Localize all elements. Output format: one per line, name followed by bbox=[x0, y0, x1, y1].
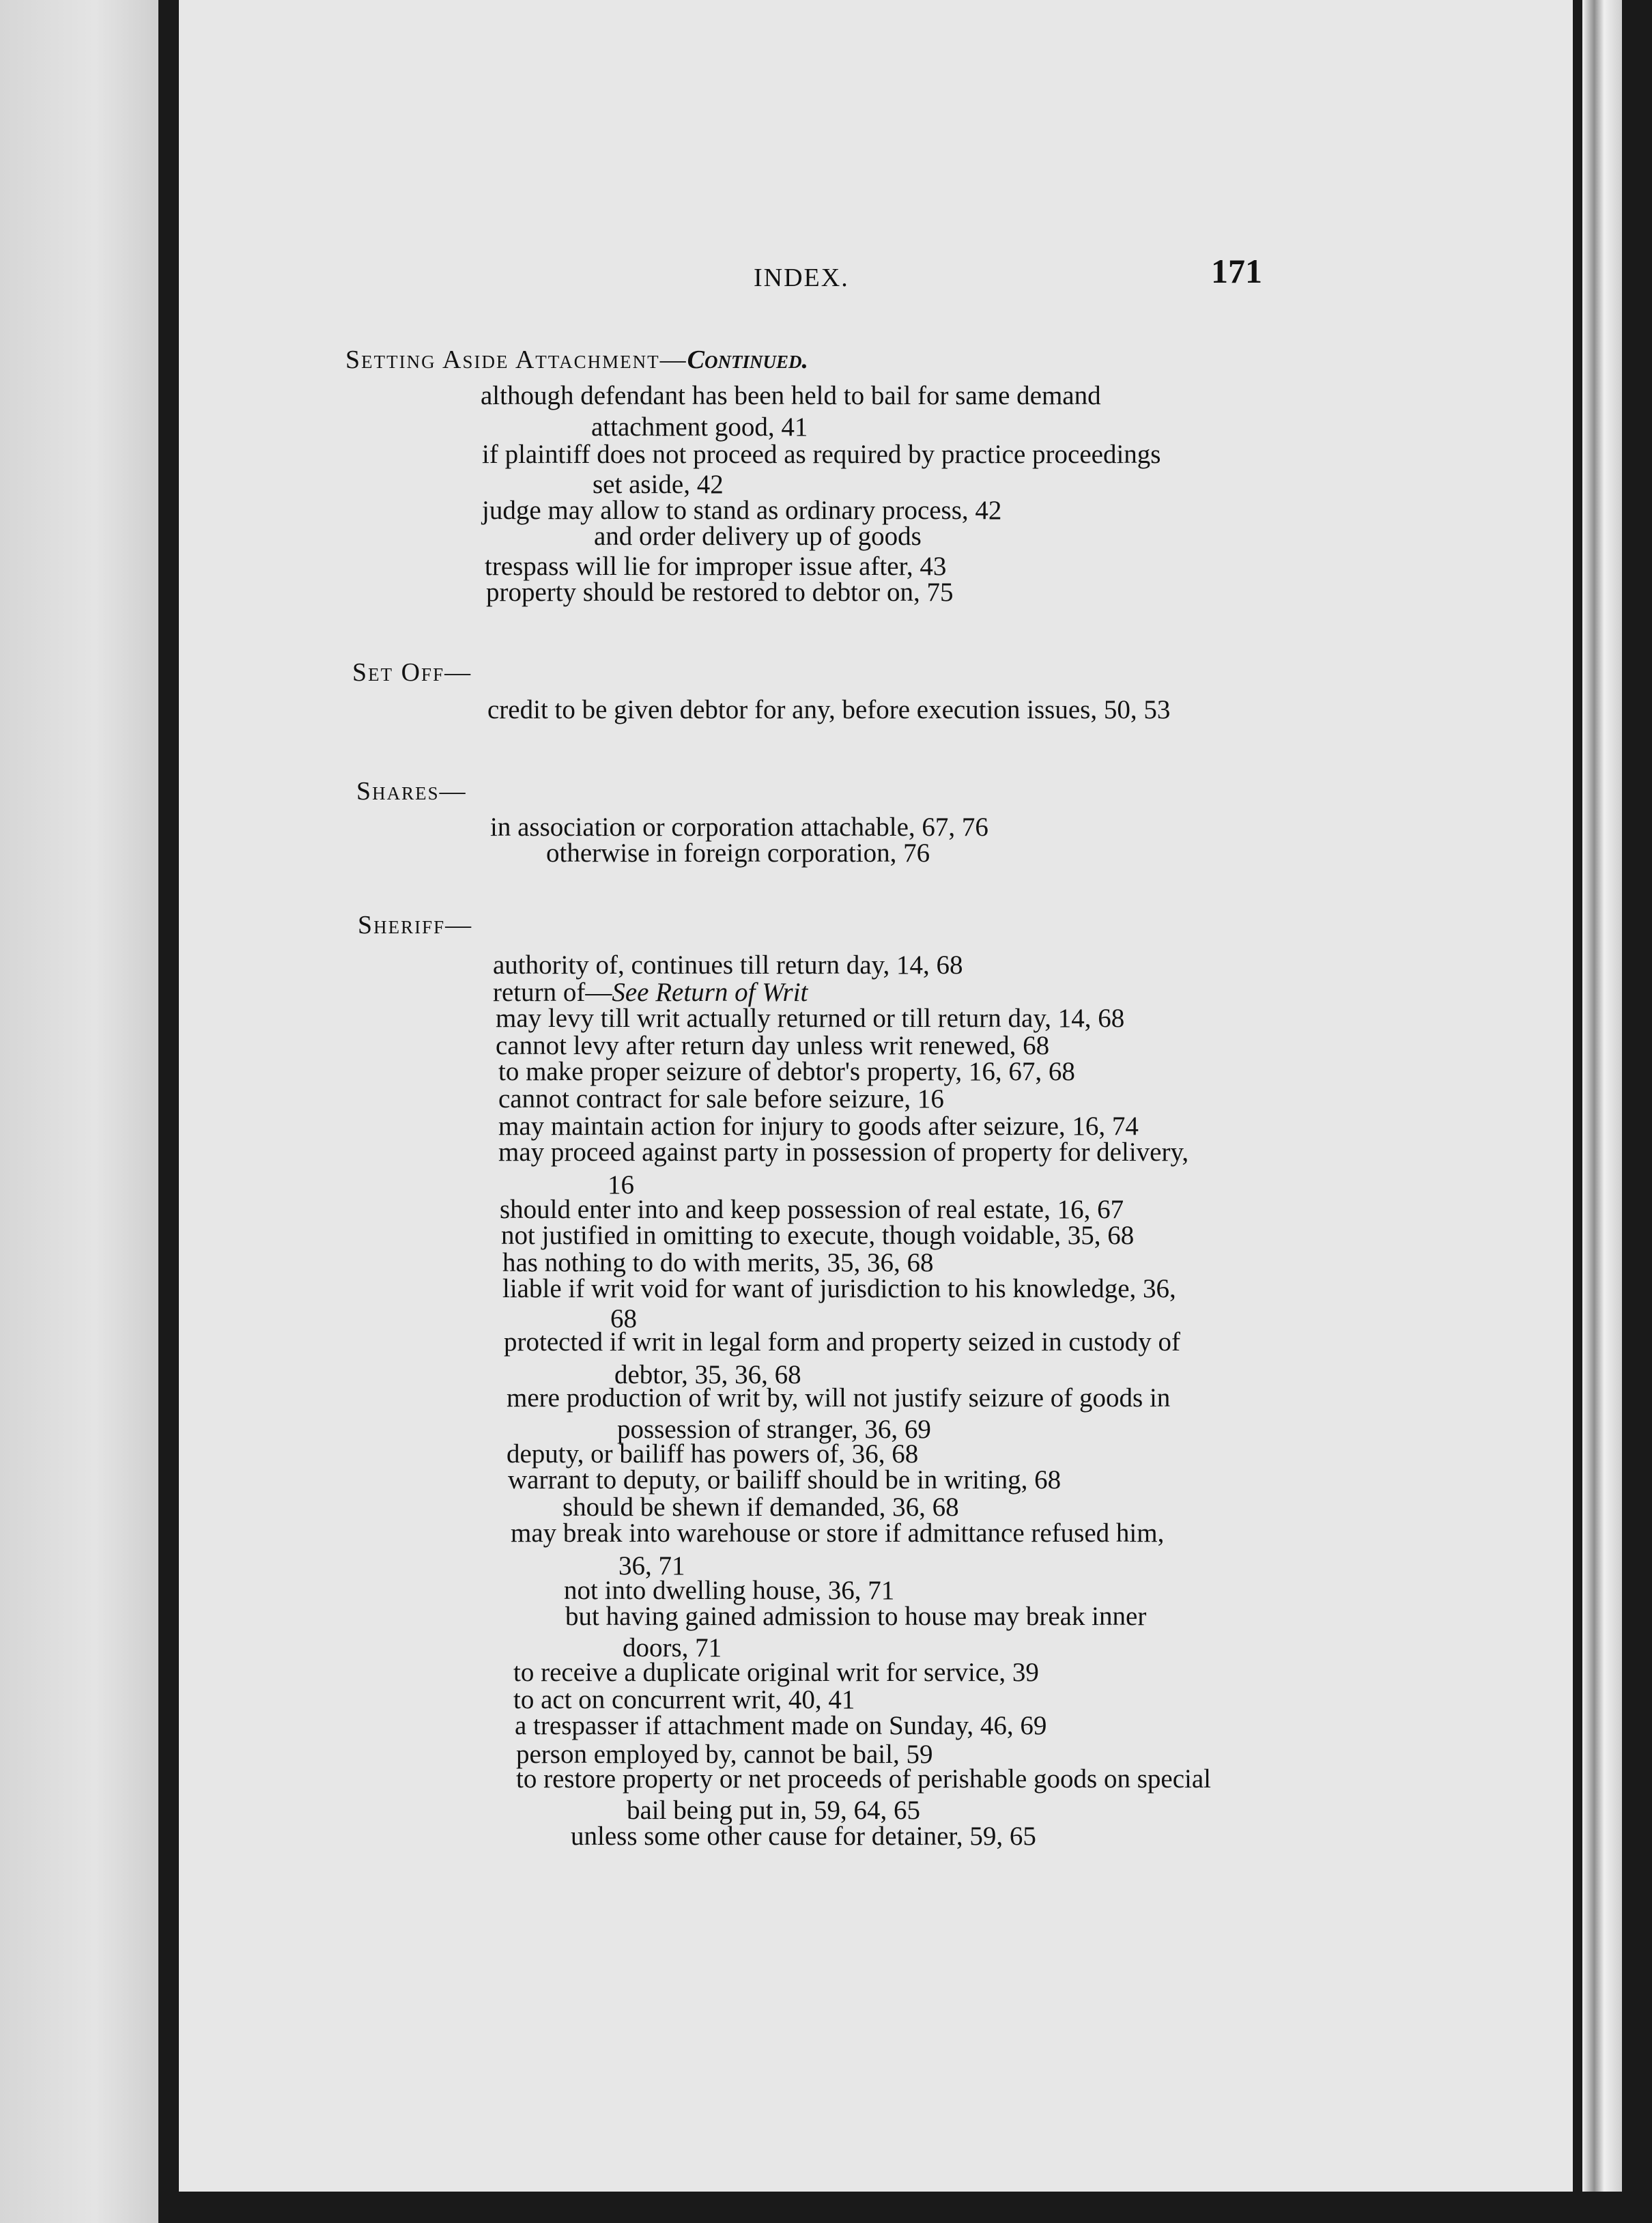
index-entry: otherwise in foreign corporation, 76 bbox=[546, 838, 930, 868]
page-number: 171 bbox=[1211, 252, 1262, 290]
index-entry: not justified in omitting to execute, though voidable, 35, 68 bbox=[501, 1221, 1135, 1250]
index-entry: 16 bbox=[608, 1170, 634, 1200]
index-entry: authority of, continues till return day, 14, 68 bbox=[493, 950, 963, 980]
index-entry: cannot contract for sale before seizure, 16 bbox=[498, 1084, 944, 1114]
index-entry: a trespasser if attachment made on Sunday, 46, 69 bbox=[515, 1711, 1047, 1740]
index-entry: deputy, or bailiff has powers of, 36, 68 bbox=[507, 1439, 919, 1469]
index-entry: possession of stranger, 36, 69 bbox=[617, 1415, 931, 1444]
index-entry: to restore property or net proceeds of perishable goods on special bbox=[516, 1764, 1211, 1794]
continued-label: Continued. bbox=[687, 345, 808, 374]
index-entry: may maintain action for injury to goods after seizure, 16, 74 bbox=[498, 1112, 1139, 1141]
index-entry: set aside, 42 bbox=[593, 470, 724, 499]
index-entry: to make proper seizure of debtor's property, 16, 67, 68 bbox=[498, 1057, 1075, 1086]
index-entry: mere production of writ by, will not justify seizure of goods in bbox=[507, 1383, 1171, 1413]
index-entry: bail being put in, 59, 64, 65 bbox=[627, 1796, 921, 1825]
index-entry-return-of bbox=[493, 979, 808, 1006]
index-entry: attachment good, 41 bbox=[591, 412, 808, 442]
index-entry: and order delivery up of goods bbox=[594, 522, 922, 551]
index-entry: 68 bbox=[610, 1304, 637, 1333]
index-entry: debtor, 35, 36, 68 bbox=[614, 1360, 801, 1389]
running-header: INDEX. bbox=[754, 264, 849, 292]
index-entry: unless some other cause for detainer, 59, 65 bbox=[571, 1822, 1036, 1851]
section-heading-shares: Shares— bbox=[356, 777, 467, 806]
section-heading-text: Setting Aside Attachment— bbox=[345, 345, 687, 374]
section-heading-sheriff: Sheriff— bbox=[358, 911, 473, 939]
index-entry: may break into warehouse or store if admittance refused him, bbox=[511, 1518, 1165, 1548]
index-entry: to act on concurrent writ, 40, 41 bbox=[513, 1685, 855, 1714]
index-entry: judge may allow to stand as ordinary process, 42 bbox=[482, 496, 1002, 525]
index-entry: may levy till writ actually returned or till return day, 14, 68 bbox=[496, 1004, 1125, 1033]
index-entry: has nothing to do with merits, 35, 36, 68 bbox=[502, 1248, 934, 1277]
index-entry: 36, 71 bbox=[618, 1551, 685, 1581]
index-entry: person employed by, cannot be bail, 59 bbox=[516, 1740, 933, 1769]
cross-reference: See Return of Writ bbox=[612, 978, 808, 1007]
page-edge-shadow bbox=[1582, 0, 1622, 2192]
index-entry: protected if writ in legal form and property seized in custody of bbox=[504, 1327, 1180, 1357]
facing-page-edge bbox=[0, 0, 158, 2223]
index-entry: property should be restored to debtor on, 75 bbox=[486, 578, 954, 607]
index-entry: should enter into and keep possession of real estate, 16, 67 bbox=[500, 1195, 1124, 1224]
index-entry: cannot levy after return day unless writ renewed, 68 bbox=[496, 1031, 1050, 1060]
index-entry: in association or corporation attachable, 67, 76 bbox=[490, 812, 988, 842]
index-entry: liable if writ void for want of jurisdiction to his knowledge, 36, bbox=[502, 1274, 1176, 1303]
section-heading-set-off: Set Off— bbox=[352, 658, 472, 687]
index-entry: trespass will lie for improper issue after, 43 bbox=[485, 552, 947, 581]
index-entry: may proceed against party in possession of property for delivery, bbox=[498, 1137, 1189, 1167]
index-entry: doors, 71 bbox=[623, 1633, 722, 1662]
section-heading-setting-aside bbox=[345, 347, 808, 373]
index-entry: credit to be given debtor for any, before execution issues, 50, 53 bbox=[487, 695, 1171, 724]
index-entry-text: return of— bbox=[493, 978, 612, 1007]
index-entry: to receive a duplicate original writ for service, 39 bbox=[513, 1658, 1039, 1687]
index-entry: warrant to deputy, or bailiff should be in writing, 68 bbox=[508, 1465, 1062, 1495]
index-entry: but having gained admission to house may break inner bbox=[565, 1602, 1147, 1631]
index-entry: although defendant has been held to bail for same demand bbox=[481, 381, 1101, 410]
index-entry: not into dwelling house, 36, 71 bbox=[564, 1576, 895, 1605]
index-entry: if plaintiff does not proceed as required by practice proceedings bbox=[482, 440, 1161, 469]
index-entry: should be shewn if demanded, 36, 68 bbox=[562, 1492, 959, 1522]
